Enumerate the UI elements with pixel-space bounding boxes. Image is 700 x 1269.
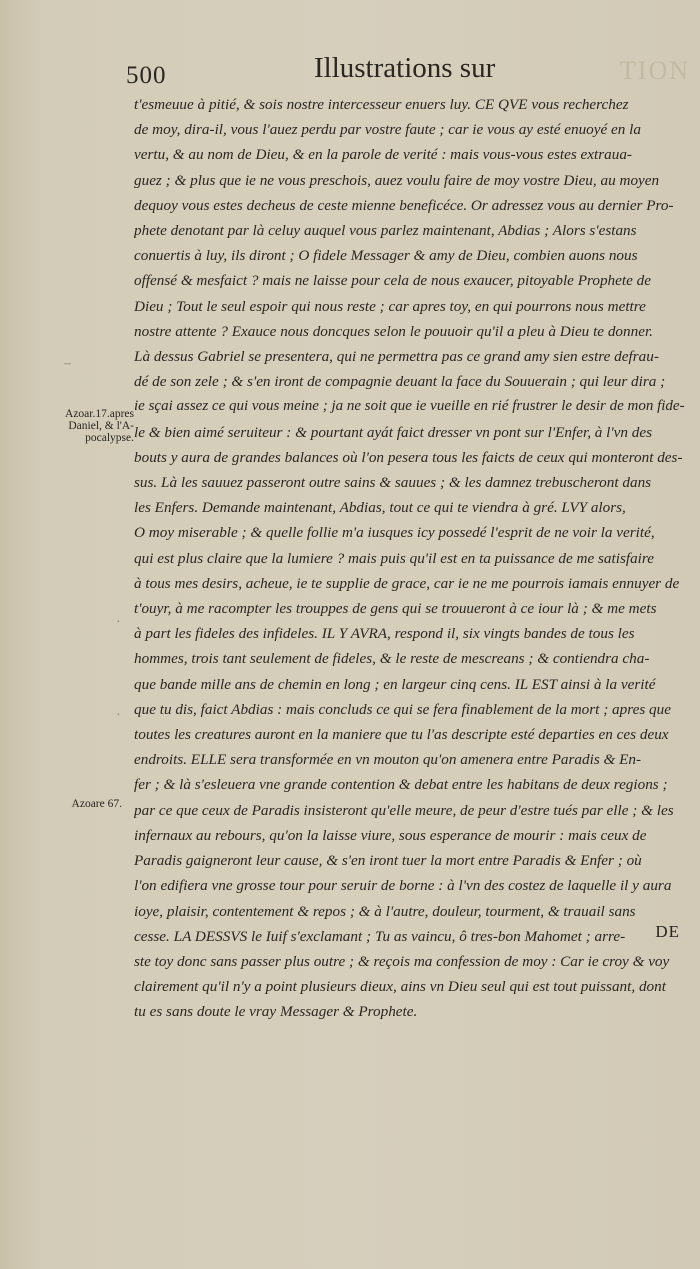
text-line: sus. Là les sauuez passeront outre sains & sauues ; & les damnez trebuscheront dans <box>134 474 652 492</box>
text-line: fer ; & là s'esleuera vne grande contention & debat entre les habitans de deux regions ; <box>134 776 668 794</box>
text-line: Paradis gaigneront leur cause, & s'en iront tuer la mort entre Paradis & Enfer ; où <box>134 852 642 870</box>
bleed-through-text: TION <box>619 56 690 85</box>
text-line: t'ouyr, à me racompter les trouppes de gens qui se trouueront à ce iour là ; & me mets <box>134 600 657 618</box>
text-line: l'on edifiera vne grosse tour pour seruir de borne : à l'vn des costez de laquelle il y aura <box>134 877 672 895</box>
text-line: les Enfers. Demande maintenant, Abdias, tout ce qui te viendra à gré. LVY alors, <box>134 499 626 517</box>
text-line: ste toy donc sans passer plus outre ; & reçois ma confession de moy : Car ie croy & voy <box>134 952 670 970</box>
text-line: ioye, plaisir, contentement & repos ; & à l'autre, douleur, tourment, & trauail sans <box>134 902 636 920</box>
text-line: à part les fideles des infideles. IL Y AVRA, respond il, six vingts bandes de tous les <box>134 625 635 643</box>
catchword: DE <box>655 922 680 941</box>
body-text <box>134 92 686 1025</box>
page-number: 500 <box>126 62 167 89</box>
text-line: toutes les creatures auront en la maniere que tu l'as descripte esté departies en ces deux <box>134 726 669 744</box>
page-header <box>0 52 700 92</box>
margin-note: Azoare 67. <box>71 798 122 810</box>
text-line: ie sçai assez ce qui vous meine ; ja ne soit que ie vueille en rié frustrer le desir de mon fide- <box>134 398 685 415</box>
text-line: le & bien aimé seruiteur : & pourtant ayát faict dresser vn pont sur l'Enfer, à l'vn des <box>134 423 653 441</box>
margin-mark: · <box>116 615 121 630</box>
text-line: par ce que ceux de Paradis insisteront qu'elle meure, de peur d'estre tués par elle ; & les <box>134 801 674 819</box>
margin-mark: · <box>116 708 121 723</box>
text-line: tu es sans doute le vray Messager & Prophete. <box>134 1003 418 1021</box>
text-line: vertu, & au nom de Dieu, & en la parole de verité : mais vous-vous estes extraua- <box>134 146 632 164</box>
text-line: Là dessus Gabriel se presentera, qui ne permettra pas ce grand amy sien estre defrau- <box>134 348 659 366</box>
text-line: que tu dis, faict Abdias : mais concluds ce qui se fera finablement de la mort ; apres que <box>134 700 671 718</box>
text-line: conuertis à luy, ils diront ; O fidele Messager & amy de Dieu, combien auons nous <box>134 247 638 265</box>
margin-mark: – <box>64 356 71 371</box>
text-line: hommes, trois tant seulement de fideles, & le reste de mescreans ; & contiendra cha- <box>134 650 650 668</box>
text-line: offensé & mesfaict ? mais ne laisse pour cela de nous exaucer, pitoyable Prophete de <box>134 272 651 290</box>
text-line: infernaux au rebours, qu'on la laisse viure, sous esperance de mourir : mais ceux de <box>134 826 647 844</box>
text-line: Dieu ; Tout le seul espoir qui nous reste ; car apres toy, en qui pourrons nous mettre <box>134 297 646 315</box>
text-line: de moy, dira-il, vous l'auez perdu par vostre faute ; car ie vous ay esté enuoyé en la <box>134 121 641 139</box>
text-line: que bande mille ans de chemin en long ; en largeur cinq cens. IL EST ainsi à la verité <box>134 675 656 693</box>
text-line: dequoy vous estes decheus de ceste mienne beneficéce. Or adressez vous au dernier Pro- <box>134 196 674 214</box>
text-line: t'esmeuue à pitié, & sois nostre intercesseur enuers luy. CE QVE vous recherchez <box>134 96 629 113</box>
text-line: O moy miserable ; & quelle follie m'a iusques icy possedé l'esprit de ne voir la verité, <box>134 524 655 542</box>
text-line: bouts y aura de grandes balances où l'on pesera tous les faicts de ceux qui monteront des- <box>134 448 683 466</box>
text-line: qui est plus claire que la lumiere ? mais puis qu'il est en ta puissance de me satisfaire <box>134 549 654 567</box>
text-line: clairement qu'il n'y a point plusieurs dieux, ains vn Dieu seul qui est tout puissant, dont <box>134 978 666 996</box>
text-line: guez ; & plus que ie ne vous preschois, auez voulu faire de moy vostre Dieu, au moyen <box>134 171 660 189</box>
text-line: phete denotant par là celuy auquel vous parlez maintenant, Abdias ; Alors s'estans <box>134 222 637 240</box>
text-line: cesse. LA DESSVS le Iuif s'exclamant ; Tu as vaincu, ô tres-bon Mahomet ; arre- <box>134 927 626 945</box>
margin-note: Azoar.17.apres Daniel, & l'A-pocalypse. <box>65 408 134 444</box>
running-title: Illustrations sur <box>314 52 496 84</box>
text-line: dé de son zele ; & s'en iront de compagnie deuant la face du Souuerain ; qui leur dira ; <box>134 373 666 391</box>
text-line: endroits. ELLE sera transformée en vn mouton qu'on amenera entre Paradis & En- <box>134 751 642 769</box>
text-line: à tous mes desirs, acheue, ie te supplie de grace, car ie ne me pourrois iamais ennuyer de <box>134 574 680 592</box>
text-line: nostre attente ? Exauce nous doncques selon le pouuoir qu'il a pleu à Dieu te donner. <box>134 322 653 340</box>
